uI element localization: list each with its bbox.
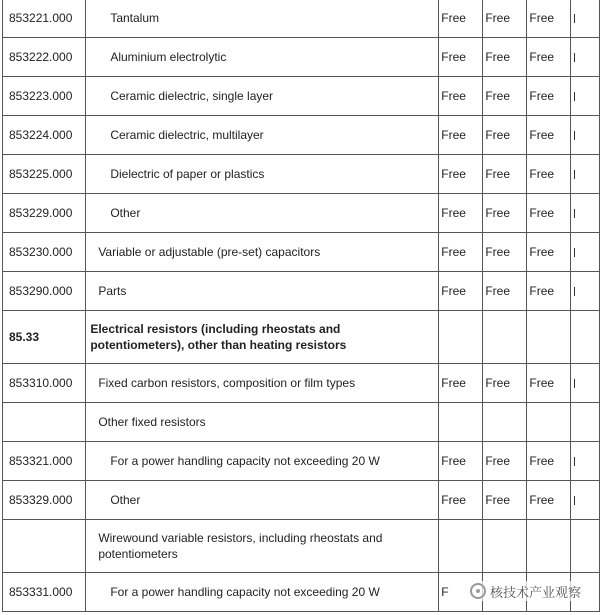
rate-cell: Free [439, 442, 483, 481]
description-cell: Parts [86, 272, 439, 311]
tariff-code-cell [3, 520, 86, 573]
rate-cell: Free [483, 272, 527, 311]
rate-cell: Free [439, 155, 483, 194]
tariff-code-cell: 853225.000 [3, 155, 86, 194]
description-cell: Dielectric of paper or plastics [86, 155, 439, 194]
rate-cell-partial [571, 442, 600, 481]
rate-cell: Free [439, 116, 483, 155]
table-row [3, 233, 600, 272]
rate-cell: Free [483, 442, 527, 481]
rate-cell-partial [571, 77, 600, 116]
rate-cell-partial [571, 0, 600, 38]
wechat-logo-icon [470, 583, 486, 599]
rate-cell: Free [527, 116, 571, 155]
rate-cell: Free [439, 481, 483, 520]
description-cell: Variable or adjustable (pre-set) capacitors [86, 233, 439, 272]
table-row [3, 38, 600, 77]
rate-cell-partial [571, 155, 600, 194]
rate-cell: Free [527, 481, 571, 520]
table-row [3, 0, 600, 38]
rate-cell [483, 403, 527, 442]
rate-cell [527, 311, 571, 364]
description-cell: Aluminium electrolytic [86, 38, 439, 77]
cropped-text-mark [574, 248, 575, 257]
rate-cell: Free [439, 272, 483, 311]
description-cell: Other [86, 194, 439, 233]
tariff-code-cell: 853224.000 [3, 116, 86, 155]
description-cell: Other [86, 481, 439, 520]
rate-cell: Free [483, 155, 527, 194]
cropped-text-mark [574, 209, 575, 218]
rate-cell [483, 311, 527, 364]
heading-row [3, 311, 600, 364]
description-cell: Tantalum [86, 0, 439, 38]
rate-cell [439, 311, 483, 364]
tariff-code-cell: 853329.000 [3, 481, 86, 520]
rate-cell: F [439, 573, 483, 612]
rate-cell-partial [571, 403, 600, 442]
rate-cell: Free [527, 155, 571, 194]
description-cell: Fixed carbon resistors, composition or film types [86, 364, 439, 403]
rate-cell: Free [527, 364, 571, 403]
rate-cell [483, 520, 527, 573]
table-row [3, 272, 600, 311]
tariff-code-cell: 853290.000 [3, 272, 86, 311]
tariff-code-cell: 853222.000 [3, 38, 86, 77]
table-row [3, 155, 600, 194]
tariff-code-cell: 853321.000 [3, 442, 86, 481]
table-row [3, 364, 600, 403]
description-cell: Other fixed resistors [86, 403, 439, 442]
rate-cell: Free [527, 38, 571, 77]
description-cell: Ceramic dielectric, single layer [86, 77, 439, 116]
rate-cell-partial [571, 481, 600, 520]
rate-cell: Free [527, 272, 571, 311]
rate-cell [439, 520, 483, 573]
rate-cell: Free [527, 442, 571, 481]
tariff-code-cell: 85.33 [3, 311, 86, 364]
cropped-text-mark [574, 379, 575, 388]
rate-cell: Free [439, 77, 483, 116]
table-row [3, 77, 600, 116]
rate-cell: Free [483, 77, 527, 116]
rate-cell-partial [571, 194, 600, 233]
rate-cell: Free [439, 233, 483, 272]
rate-cell: Free [527, 194, 571, 233]
cropped-text-mark [574, 170, 575, 179]
description-cell: For a power handling capacity not exceeding 20 W [86, 442, 439, 481]
rate-cell: Free [483, 364, 527, 403]
table-row [3, 116, 600, 155]
rate-cell-partial [571, 38, 600, 77]
rate-cell: Free [483, 38, 527, 77]
tariff-table [2, 0, 600, 612]
cropped-text-mark [574, 287, 575, 296]
rate-cell [439, 403, 483, 442]
description-cell: Wirewound variable resistors, including rheostats and potentiometers [86, 520, 439, 573]
table-row [3, 442, 600, 481]
rate-cell: Free [483, 116, 527, 155]
description-cell: For a power handling capacity not exceeding 20 W [86, 573, 439, 612]
table-row [3, 481, 600, 520]
cropped-text-mark [574, 131, 575, 140]
tariff-code-cell: 853229.000 [3, 194, 86, 233]
table-row [3, 403, 600, 442]
description-cell: Electrical resistors (including rheostats and potentiometers), other than heating resistors [86, 311, 439, 364]
watermark-text: 核技术产业观察 [490, 584, 582, 600]
watermark [466, 581, 585, 601]
tariff-code-cell: 853331.000 [3, 573, 86, 612]
cropped-text-mark [574, 496, 575, 505]
rate-cell-partial [571, 233, 600, 272]
rate-cell: Free [483, 233, 527, 272]
rate-cell: Free [439, 0, 483, 38]
rate-cell: Free [439, 364, 483, 403]
rate-cell-partial [571, 520, 600, 573]
tariff-code-cell: 853223.000 [3, 77, 86, 116]
rate-cell: Free [527, 77, 571, 116]
rate-cell [527, 520, 571, 573]
tariff-code-cell: 853221.000 [3, 0, 86, 38]
rate-cell: Free [483, 481, 527, 520]
rate-cell [527, 403, 571, 442]
rate-cell-partial [571, 364, 600, 403]
tariff-code-cell [3, 403, 86, 442]
tariff-code-cell: 853230.000 [3, 233, 86, 272]
cropped-text-mark [574, 53, 575, 62]
rate-cell: Free [439, 194, 483, 233]
rate-cell: Free [527, 233, 571, 272]
rate-cell: Free [483, 0, 527, 38]
table-row [3, 194, 600, 233]
cropped-text-mark [574, 14, 575, 23]
cropped-text-mark [574, 457, 575, 466]
description-cell: Ceramic dielectric, multilayer [86, 116, 439, 155]
rate-cell-partial [571, 116, 600, 155]
rate-cell-partial [571, 311, 600, 364]
rate-cell: Free [483, 194, 527, 233]
rate-cell: Free [439, 38, 483, 77]
cropped-text-mark [574, 92, 575, 101]
rate-cell: Free [527, 0, 571, 38]
tariff-code-cell: 853310.000 [3, 364, 86, 403]
rate-cell-partial [571, 272, 600, 311]
table-row [3, 520, 600, 573]
